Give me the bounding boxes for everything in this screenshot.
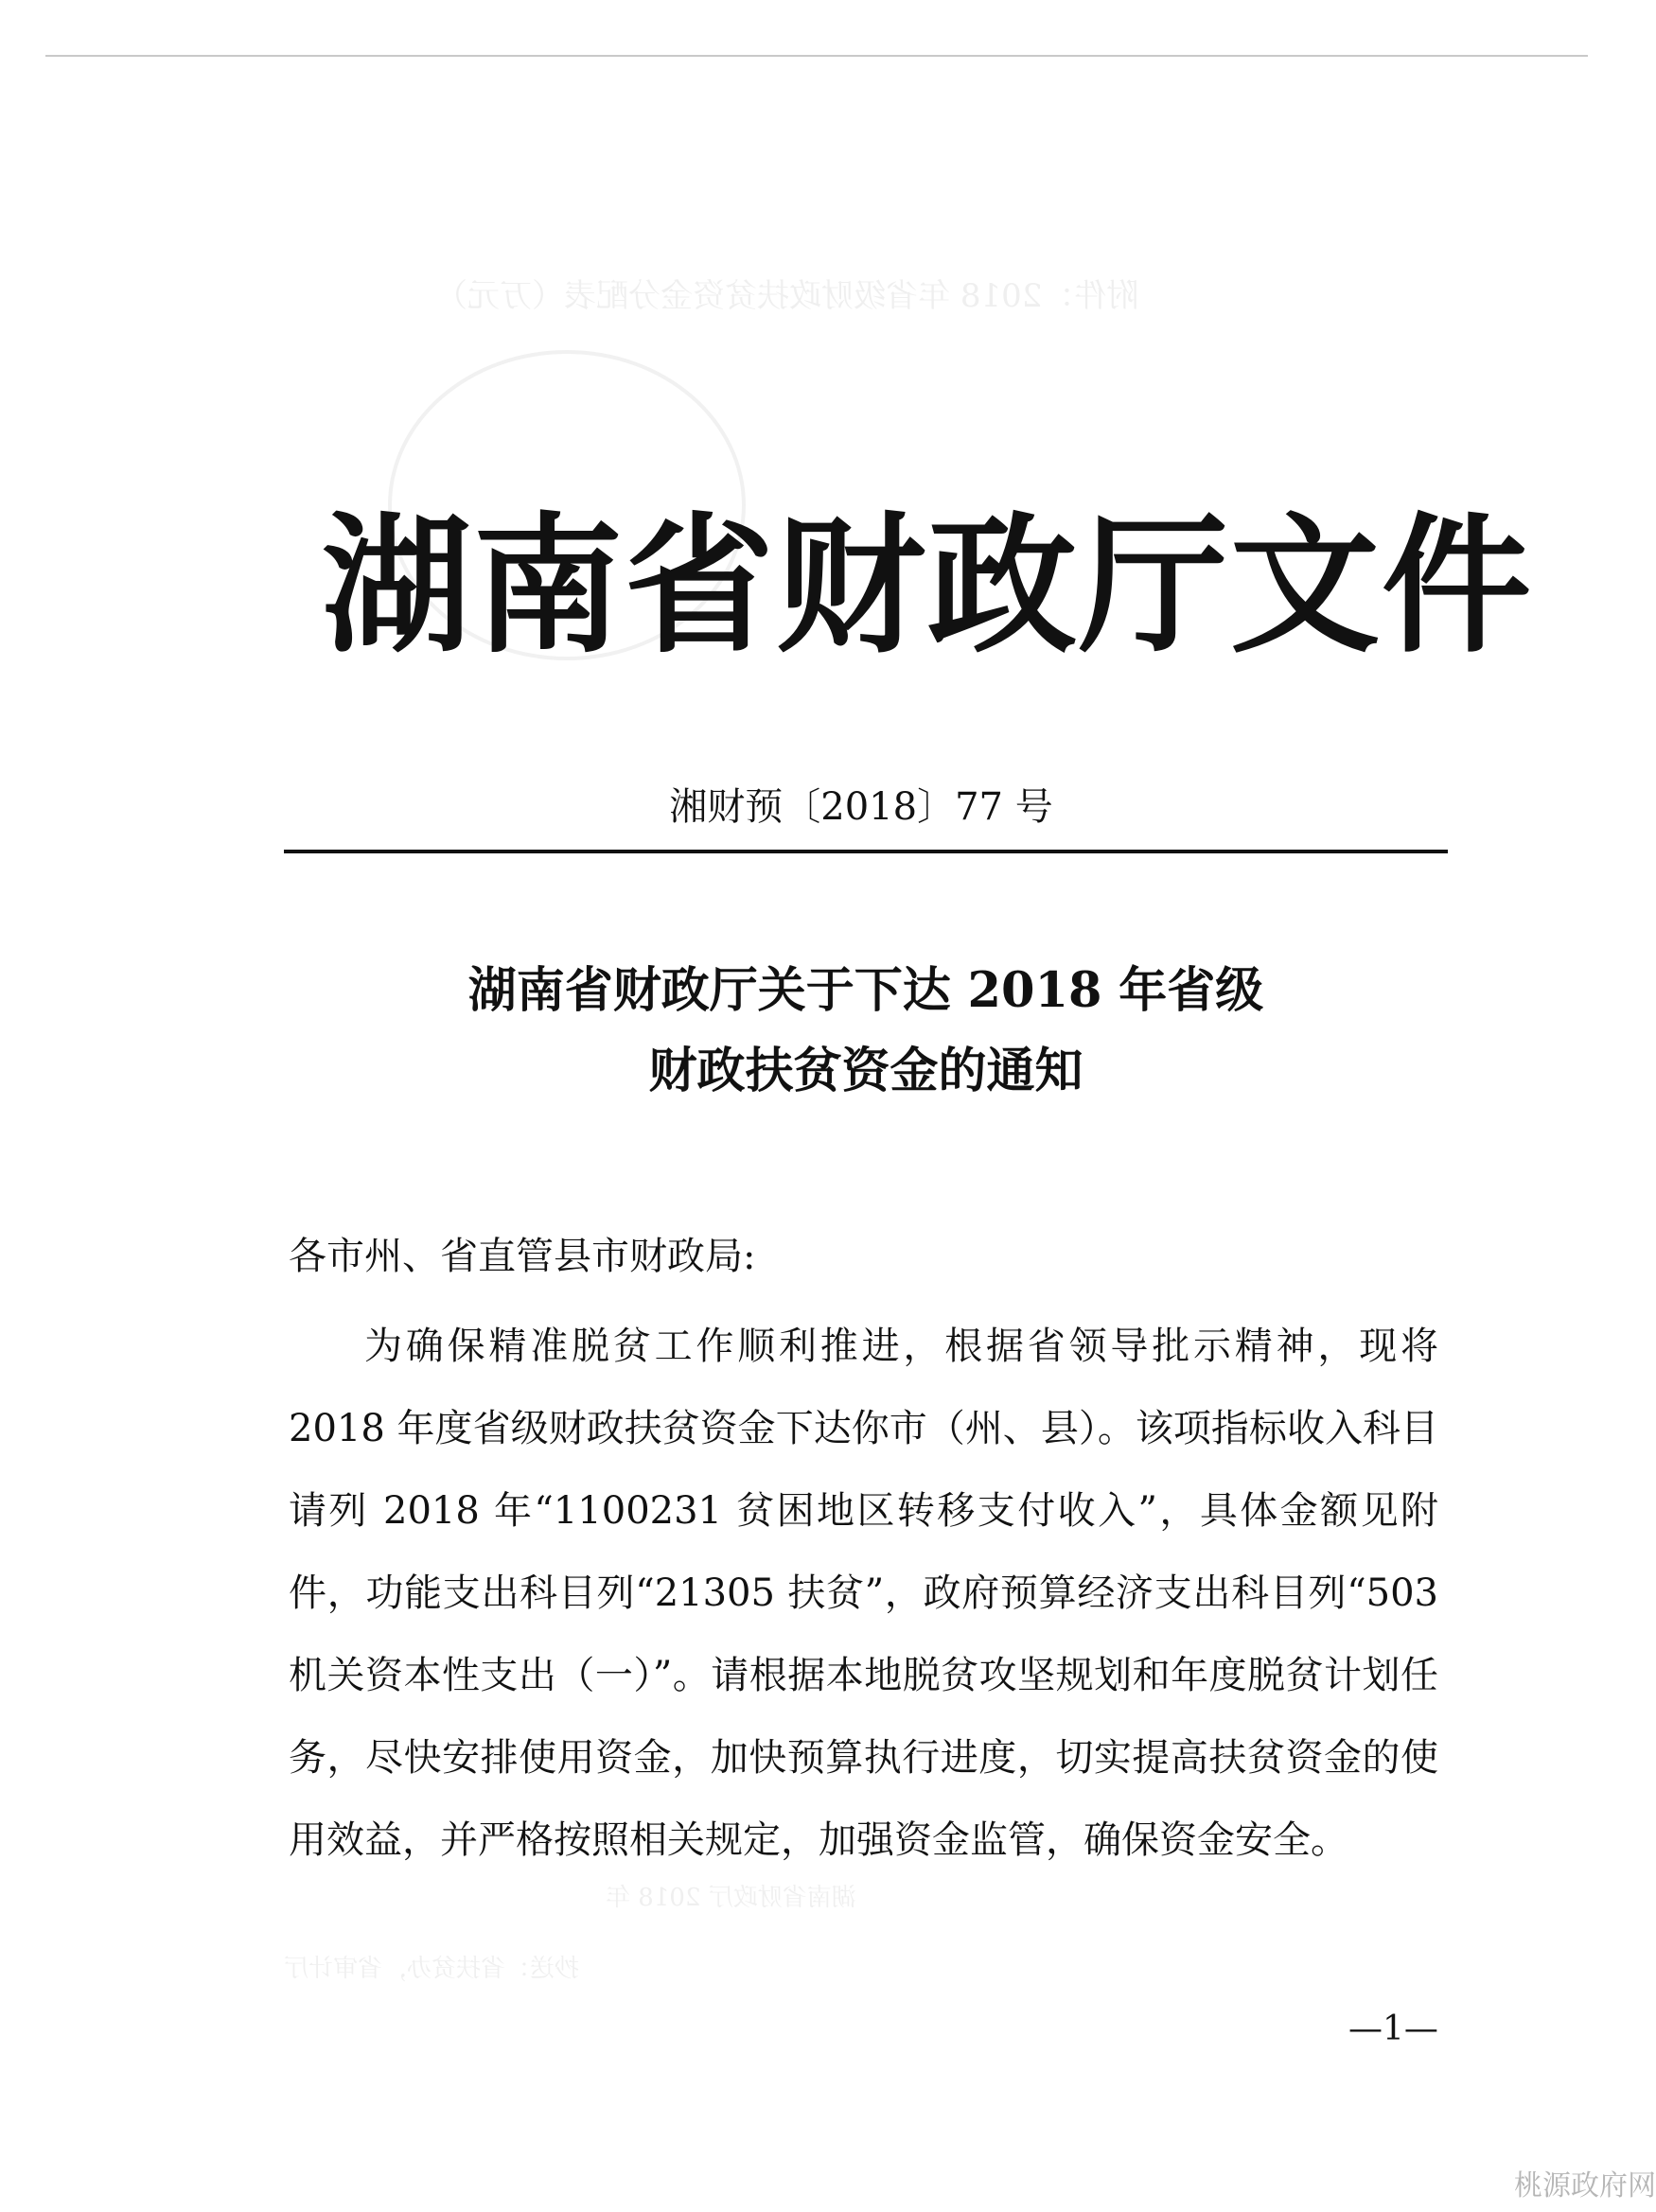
bleed-through-text: 湖南省财政厅 2018 年 xyxy=(606,1884,856,1912)
notice-title-line-1: 湖南省财政厅关于下达 2018 年省级 xyxy=(467,962,1264,1019)
notice-title xyxy=(284,951,1448,1112)
addressee: 各市州、省直管县市财政局: xyxy=(289,1235,756,1278)
site-watermark: 桃源政府网 xyxy=(1514,2169,1656,2203)
notice-title-line-2: 财政扶贫资金的通知 xyxy=(648,1043,1083,1099)
bleed-through-text: 附件：2018 年省级财政扶贫资金分配表（万元） xyxy=(435,277,1139,315)
page-number: —1— xyxy=(1348,2010,1438,2048)
scan-edge-line xyxy=(45,55,1588,57)
header-divider-rule xyxy=(284,850,1448,853)
body-paragraph: 为确保精准脱贫工作顺利推进，根据省领导批示精神，现将 2018 年度省级财政扶贫资金下达你市（州、县）。该项指标收入科目请列 2018 年“1100231 贫困地区转移支付收入”，具体金额见附件，功能支出科目列“21305 扶贫”，政府预算经济支出科目列“503 机关资本性支出（一）”。请根据本地脱贫攻坚规划和年度脱贫计划任务，尽快安排使用资金，加快预算执行进度，切实提高扶贫资金的使用效益，并严格按照相关规定，加强资金监管，确保资金安全。 xyxy=(289,1325,1438,1862)
document-number: 湘财预〔2018〕77 号 xyxy=(669,785,1053,829)
document-header-title: 湖南省财政厅文件 xyxy=(322,500,1533,674)
bleed-through-text: 抄送：省扶贫办，省审计厅 xyxy=(284,1955,580,1983)
